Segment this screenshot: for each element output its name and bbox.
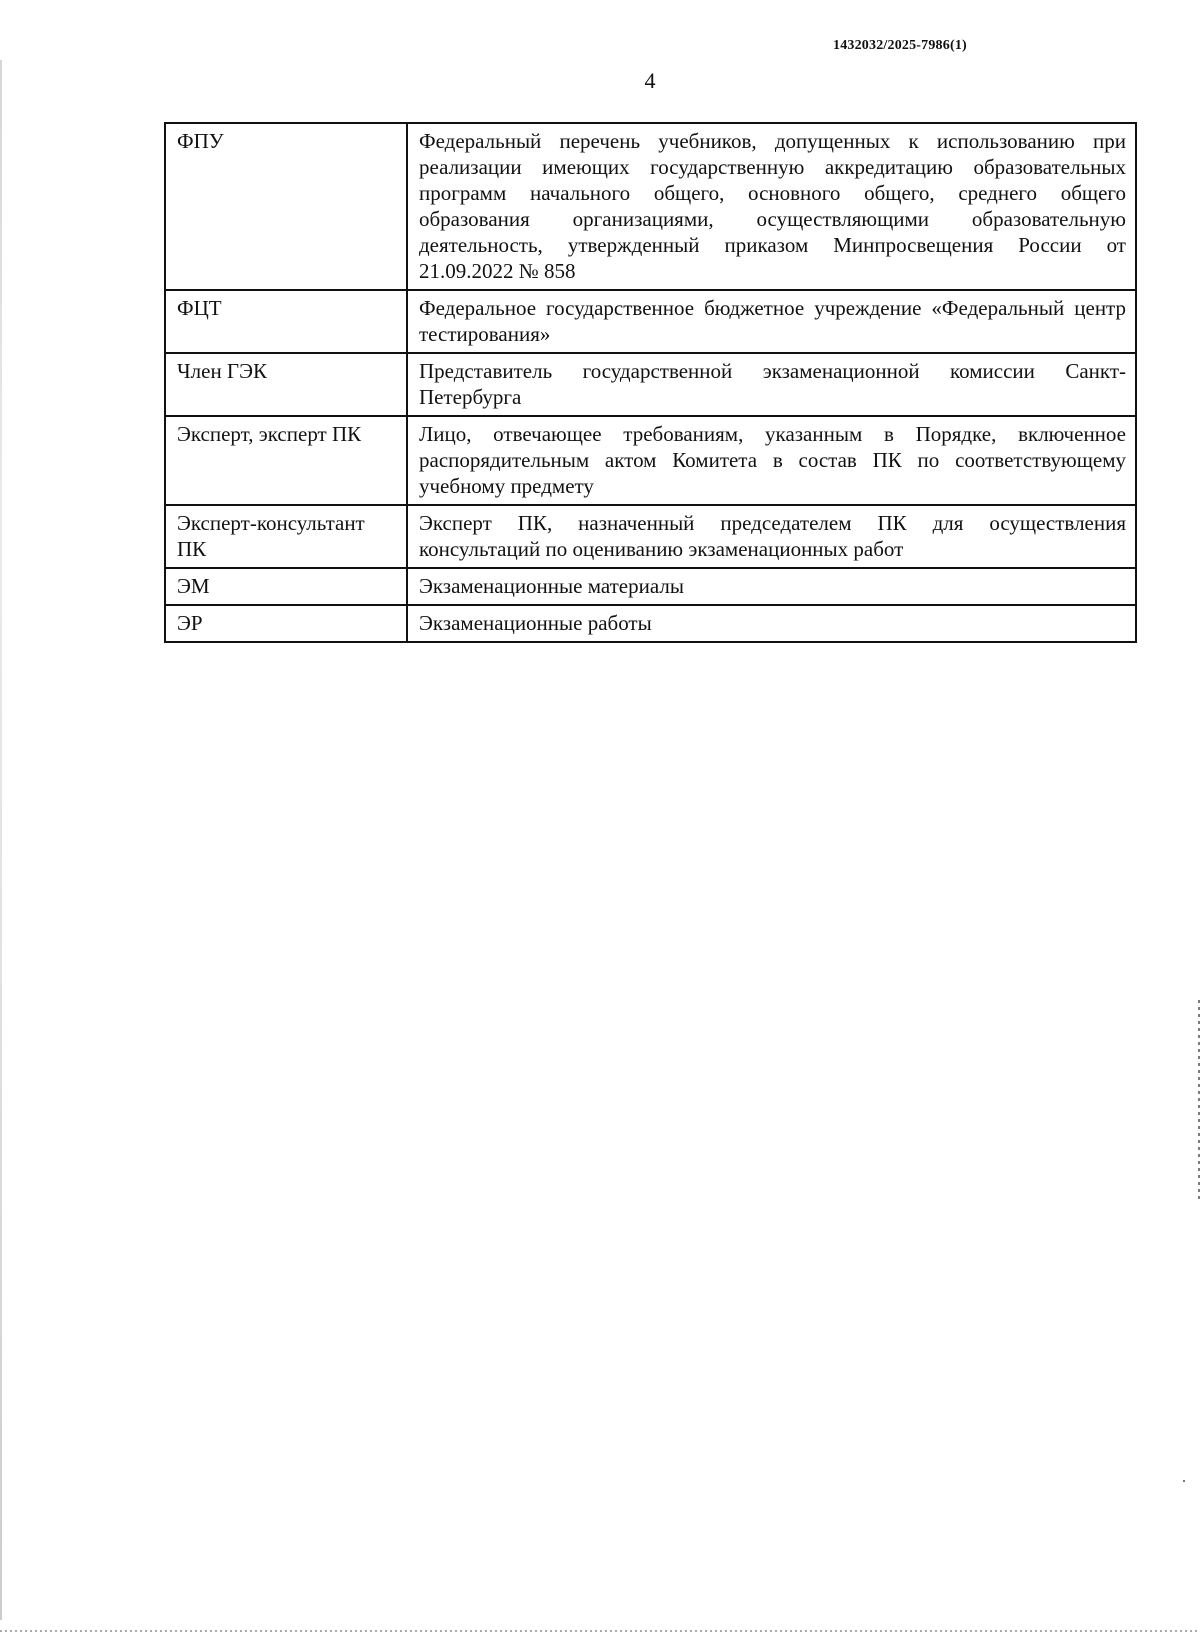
scan-edge-left [0,60,2,1620]
definition-cell: Федеральное государственное бюджетное учреждение «Федеральный центр тестирования» [407,290,1136,353]
term-cell: ЭМ [165,568,407,605]
term-cell: Эксперт, эксперт ПК [165,416,407,505]
term-cell: ЭР [165,605,407,642]
document-number: 1432032/2025-7986(1) [833,38,967,53]
definition-cell: Экзаменационные материалы [407,568,1136,605]
table-row [165,123,1136,290]
table-row [165,505,1136,568]
table-row [165,605,1136,642]
definition-cell: Лицо, отвечающее требованиям, указанным в Порядке, включенное распорядительным актом Комитета в состав ПК по соответствующему учебному предмету [407,416,1136,505]
term-cell: ФЦТ [165,290,407,353]
scan-speck [1183,1480,1185,1482]
definition-cell: Экзаменационные работы [407,605,1136,642]
table-row [165,290,1136,353]
definition-cell: Представитель государственной экзаменационной комиссии Санкт-Петербурга [407,353,1136,416]
term-cell: ФПУ [165,123,407,290]
term-cell: Член ГЭК [165,353,407,416]
scan-edge-bottom [0,1630,1200,1632]
table-row [165,353,1136,416]
terms-table [164,122,1137,643]
page-number: 4 [644,68,656,93]
table-row [165,568,1136,605]
definition-cell: Федеральный перечень учебников, допущенных к использованию при реализации имеющих государственную аккредитацию образовательных программ начального общего, основного общего, среднего общего образования организациями, осуществляющими образовательную деятельность, утвержденный приказом Минпросвещения России от 21.09.2022 № 858 [407,123,1136,290]
definition-cell: Эксперт ПК, назначенный председателем ПК для осуществления консультаций по оцениванию экзаменационных работ [407,505,1136,568]
table-row [165,416,1136,505]
term-cell: Эксперт-консультант ПК [165,505,407,568]
